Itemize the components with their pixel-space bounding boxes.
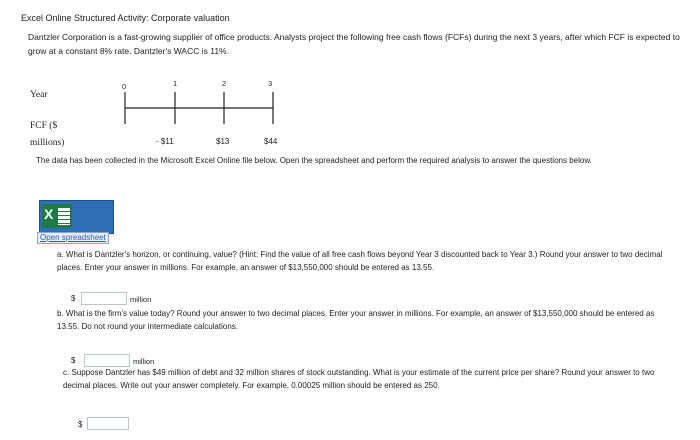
timeline-year-2: 2 [222, 79, 227, 88]
question-a-text: a. What is Dantzler's horizon, or continuing, value? (Hint: Find the value of all free cash flows beyond Year 3 discounted back to Year 3.) Round your answer to two decimal places. Enter your answer in millions. For example, an answer of $13,550,000 should be entered as 13.55. [57, 250, 663, 272]
question-a-answer-input[interactable] [81, 292, 127, 305]
timeline-year-1: 1 [173, 79, 178, 88]
timeline-fcf-label: FCF ($ [30, 121, 58, 131]
timeline-fcf-3: $44 [264, 137, 278, 146]
timeline-fcf-label-units: millions) [30, 138, 65, 148]
timeline-year-label: Year [30, 90, 48, 100]
question-c-answer-input[interactable] [87, 417, 129, 430]
question-b-unit: million [133, 357, 155, 366]
timeline-year-3: 3 [268, 79, 273, 88]
excel-x-glyph: X [44, 206, 54, 222]
question-b-dollar: $ [71, 356, 76, 365]
problem-intro: Dantzler Corporation is a fast-growing supplier of office products. Analysts project the following free cash flows (FCFs) during the next 3 years, after which FCF is expected to grow at a constant 8% rate. Dantzler's WACC is 11%. [28, 32, 680, 56]
question-c-dollar: $ [78, 420, 83, 429]
question-c-text: c. Suppose Dantzler has $49 million of debt and 32 million shares of stock outstanding. What is your estimate of the current price per share? Round your answer to two decimal places. Write out your answer completely. For example, 0.00025 million should be entered as 250. [63, 368, 655, 390]
spreadsheet-grid-icon [57, 207, 71, 226]
open-spreadsheet-link[interactable]: Open spreadsheet [37, 232, 109, 244]
question-b-text: b. What is the firm's value today? Round your answer to two decimal places. Enter your answer in millions. For example, an answer of $13,550,000 should be entered as 13.55. Do not round your intermediate calculations. [57, 309, 655, 331]
question-a-dollar: $ [71, 294, 76, 303]
timeline-fcf-1: - $11 [156, 137, 174, 146]
cash-flow-timeline [118, 88, 288, 128]
page-title: Excel Online Structured Activity: Corporate valuation [21, 13, 230, 23]
timeline-fcf-2: $13 [216, 137, 230, 146]
timeline-year-0: 0 [122, 82, 127, 91]
data-note: The data has been collected in the Microsoft Excel Online file below. Open the spreadsheet and perform the required analysis to answer the questions below. [36, 156, 592, 165]
question-a-unit: million [130, 295, 152, 304]
